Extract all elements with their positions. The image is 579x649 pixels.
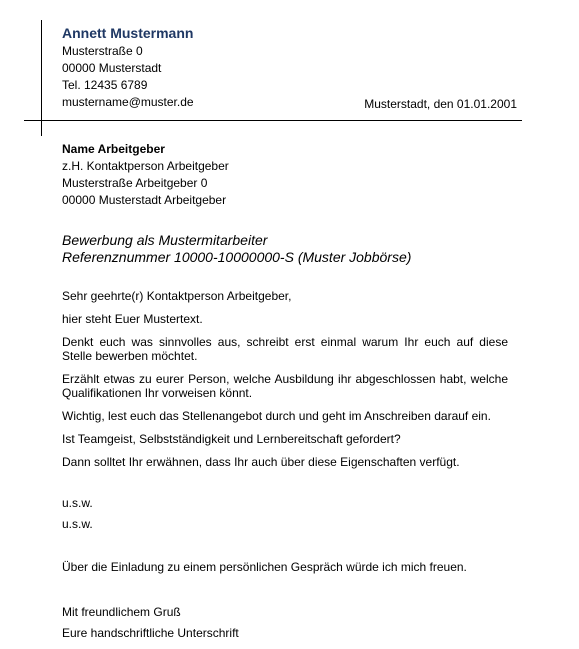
recipient-contact: z.H. Kontaktperson Arbeitgeber: [62, 159, 229, 173]
separator-line: [24, 120, 522, 121]
regards: Mit freundlichem Gruß: [62, 605, 181, 619]
body-paragraph: Denkt euch was sinnvolles aus, schreibt erst einmal warum Ihr euch auf diese Stelle bewerben möchtet.: [62, 335, 508, 363]
closing-text: Über die Einladung zu einem persönlichen Gespräch würde ich mich freuen.: [62, 560, 467, 574]
etc-line: u.s.w.: [62, 496, 93, 510]
sender-street: Musterstraße 0: [62, 44, 143, 58]
sender-phone: Tel. 12435 6789: [62, 78, 148, 92]
body-paragraph: Dann solltet Ihr erwähnen, dass Ihr auch über diese Eigenschaften verfügt.: [62, 455, 460, 469]
body-paragraph: Wichtig, lest euch das Stellenangebot durch und geht im Anschreiben darauf ein.: [62, 409, 491, 423]
letter-body: [62, 289, 508, 649]
etc-line: u.s.w.: [62, 517, 93, 531]
subject-block: [62, 232, 411, 266]
sender-block: [62, 25, 194, 111]
body-paragraph: Erzählt etwas zu eurer Person, welche Ausbildung ihr abgeschlossen habt, welche Qualifikationen Ihr vorweisen könnt.: [62, 372, 508, 400]
body-paragraph: Ist Teamgeist, Selbstständigkeit und Lernbereitschaft gefordert?: [62, 432, 401, 446]
salutation: Sehr geehrte(r) Kontaktperson Arbeitgeber,: [62, 289, 292, 303]
fold-mark-vertical: [41, 20, 42, 136]
subject-line-2: Referenznummer 10000-10000000-S (Muster Jobbörse): [62, 249, 412, 265]
sender-city: 00000 Musterstadt: [62, 61, 162, 75]
subject-line-1: Bewerbung als Mustermitarbeiter: [62, 232, 268, 248]
recipient-street: Musterstraße Arbeitgeber 0: [62, 176, 208, 190]
recipient-city: 00000 Musterstadt Arbeitgeber: [62, 193, 227, 207]
letter-date: Musterstadt, den 01.01.2001: [364, 97, 517, 111]
recipient-name: Name Arbeitgeber: [62, 142, 165, 156]
signature: Eure handschriftliche Unterschrift: [62, 626, 239, 640]
sender-email: mustername@muster.de: [62, 95, 194, 109]
body-paragraph: hier steht Euer Mustertext.: [62, 312, 203, 326]
recipient-block: [62, 141, 229, 209]
sender-name: Annett Mustermann: [62, 25, 194, 41]
